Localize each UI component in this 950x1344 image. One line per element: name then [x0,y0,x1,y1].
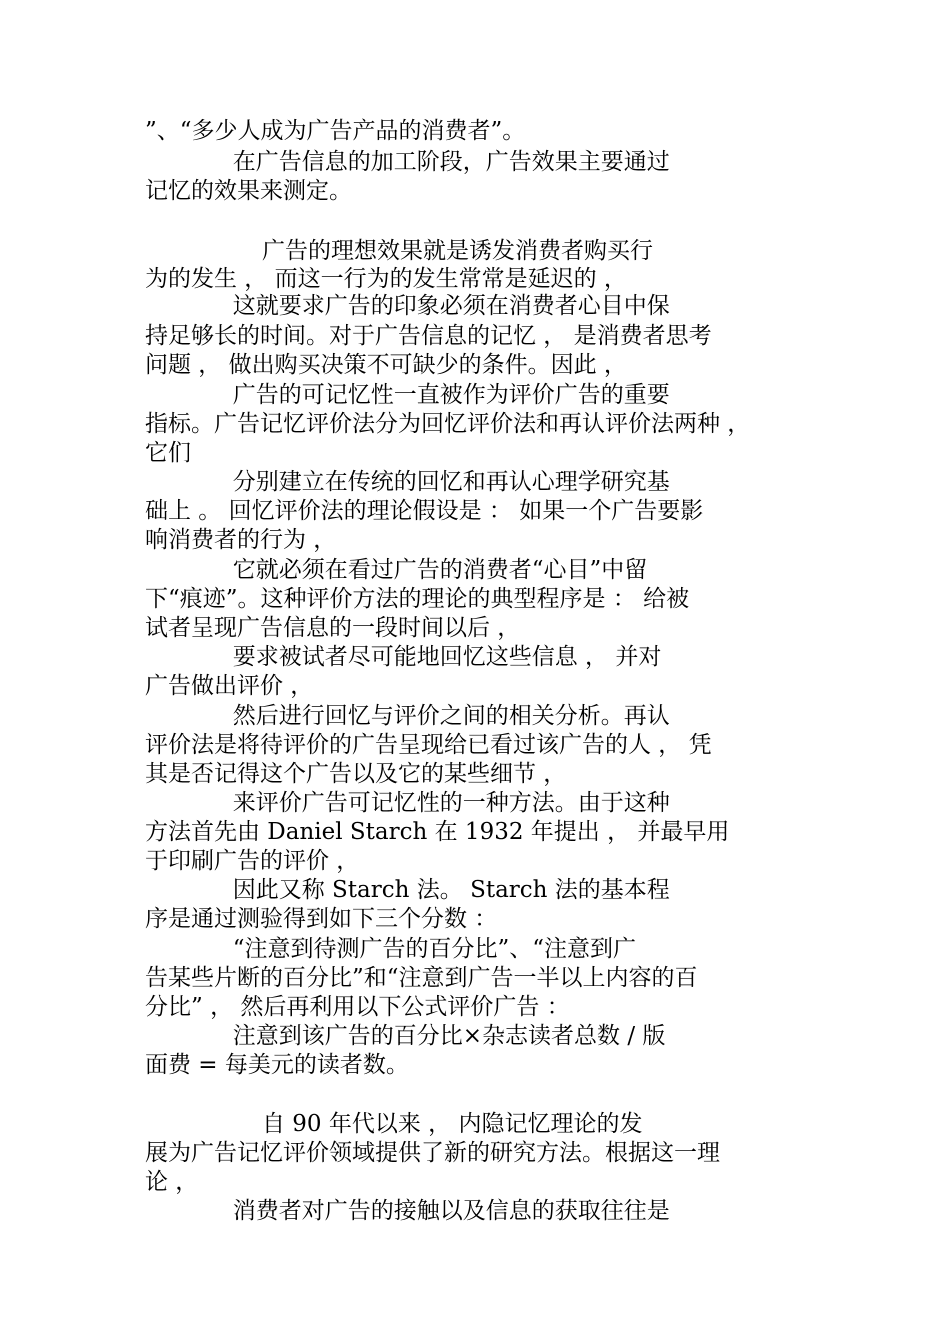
text-line: 广告的理想效果就是诱发消费者购买行 [145,238,653,264]
text-line: 这就要求广告的印象必须在消费者心目中保 [145,293,670,319]
text-line: 持足够长的时间。对于广告信息的记忆 ， 是消费者思考 [145,323,712,349]
text-line: 展为广告记忆评价领域提供了新的研究方法。根据这一理 [145,1140,720,1166]
text-line: 它就必须在看过广告的消费者“心目”中留 [145,557,648,583]
text-line: 指标。广告记忆评价法分为回忆评价法和再认评价法两种 ， [145,411,751,437]
text-line: 告某些片断的百分比”和“注意到广告一半以上内容的百 [145,965,698,991]
text-line: 然后进行回忆与评价之间的相关分析。再认 [145,703,670,729]
text-line: “注意到待测广告的百分比”、“注意到广 [145,936,637,962]
text-line: 注意到该广告的百分比×杂志读者总数 / 版 [145,1023,666,1049]
text-line: 要求被试者尽可能地回忆这些信息 ， 并对 [145,644,662,670]
text-line: 广告做出评价 ， [145,673,314,699]
text-line: 来评价广告可记忆性的一种方法。由于这种 [145,790,670,816]
text-line: 自 90 年代以来 ， 内隐记忆理论的发 [145,1111,643,1137]
text-line: 消费者对广告的接触以及信息的获取往往是 [145,1198,670,1224]
text-line: 方法首先由 Daniel Starch 在 1932 年提出 ， 并最早用 [145,819,730,845]
text-line: 分比” ， 然后再利用以下公式评价广告 ： [145,994,570,1020]
text-line: ”、“多少人成为广告产品的消费者”。 [145,118,526,144]
text-line: 论 ， [145,1169,199,1195]
text-line: 响消费者的行为 ， [145,527,337,553]
text-line: 它们 [145,440,191,466]
text-line: 础上 。 回忆评价法的理论假设是 ： 如果一个广告要影 [145,498,704,524]
text-line: 于印刷广告的评价 ， [145,848,360,874]
text-line: 试者呈现广告信息的一段时间以后 ， [145,615,521,641]
text-line: 评价法是将待评价的广告呈现给已看过该广告的人 ， 凭 [145,732,712,758]
text-line: 广告的可记忆性一直被作为评价广告的重要 [145,382,670,408]
text-line: 分别建立在传统的回忆和再认心理学研究基 [145,469,670,495]
text-line: 问题 ， 做出购买决策不可缺少的条件。因此 ， [145,352,627,378]
text-line: 下“痕迹”。这种评价方法的理论的典型程序是 ： 给被 [145,586,690,612]
text-line: 其是否记得这个广告以及它的某些细节 ， [145,761,567,787]
text-line: 为的发生 ， 而这一行为的发生常常是延迟的 ， [145,266,627,292]
text-line: 序是通过测验得到如下三个分数 ： [145,906,498,932]
text-line: 记忆的效果来测定。 [145,178,352,204]
text-line: 在广告信息的加工阶段，广告效果主要通过 [145,149,670,175]
text-line: 因此又称 Starch 法。 Starch 法的基本程 [145,877,670,903]
text-line: 面费 = 每美元的读者数。 [145,1052,409,1078]
